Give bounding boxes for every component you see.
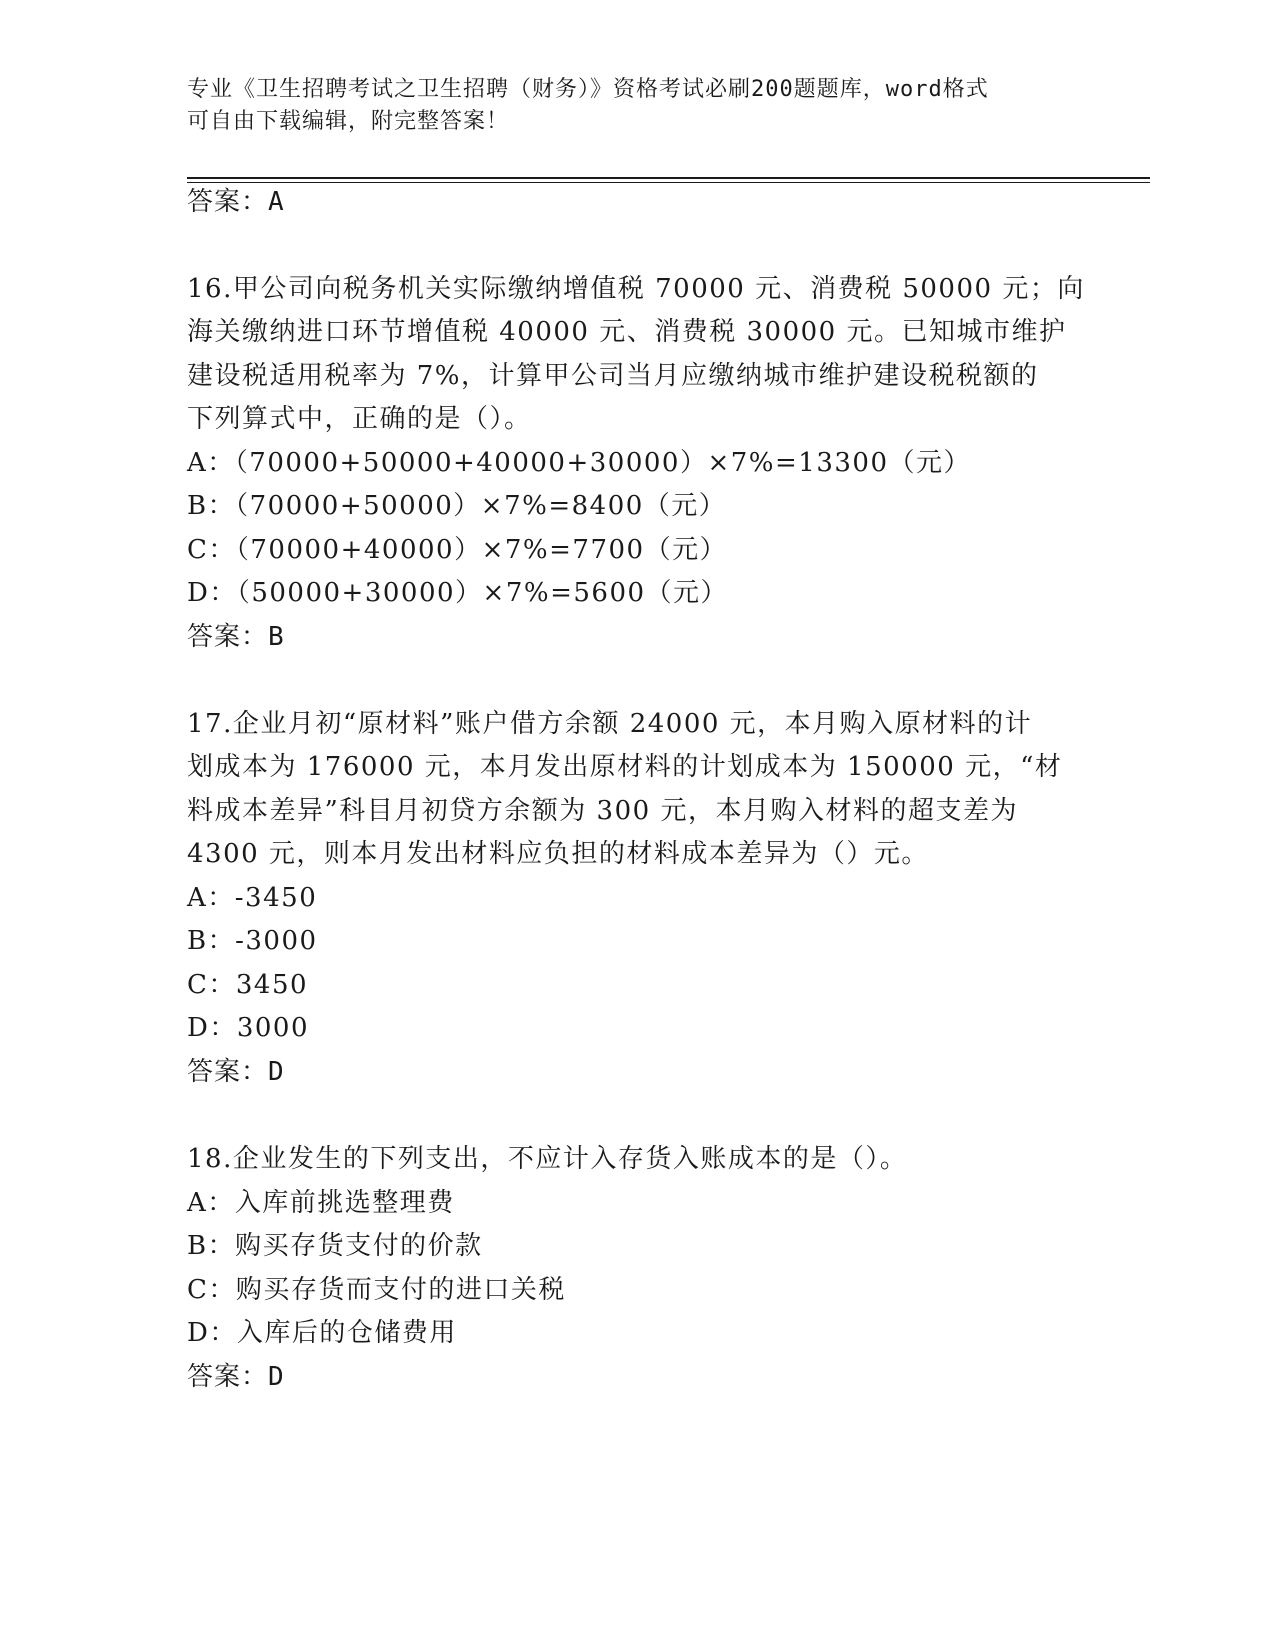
header-line-1: 专业《卫生招聘考试之卫生招聘（财务）》资格考试必刷200题题库，word格式 (187, 77, 989, 102)
question-16-option-d: D：（50000+30000）×7%=5600（元） (187, 578, 729, 608)
question-18-option-d: D：入库后的仓储费用 (187, 1318, 457, 1348)
question-17-line-4: 4300 元，则本月发出材料应负担的材料成本差异为（）元。 (187, 839, 929, 869)
question-16-line-3: 建设税适用税率为 7%，计算甲公司当月应缴纳城市维护建设税税额的 (187, 361, 1039, 391)
answer-15: 答案：A (187, 187, 285, 217)
question-17-answer: 答案：D (187, 1057, 285, 1087)
header-divider-thick (187, 177, 1150, 179)
question-17-line-3: 料成本差异”科目月初贷方余额为 300 元，本月购入材料的超支差为 (187, 796, 1018, 826)
document-header (187, 74, 1087, 138)
question-16-answer: 答案：B (187, 622, 285, 652)
question-18-option-b: B：购买存货支付的价款 (187, 1231, 483, 1261)
question-16-line-4: 下列算式中，正确的是（）。 (187, 404, 532, 434)
question-16-option-b: B：（70000+50000）×7%=8400（元） (187, 491, 727, 521)
question-17-line-2: 划成本为 176000 元，本月发出原材料的计划成本为 150000 元，“材 (187, 752, 1063, 782)
question-16-option-a: A：（70000+50000+40000+30000）×7%=13300（元） (187, 448, 971, 478)
question-17-option-b: B：-3000 (187, 926, 318, 956)
question-17-line-1: 17.企业月初“原材料”账户借方余额 24000 元，本月购入原材料的计 (187, 709, 1033, 739)
question-16-line-1: 16.甲公司向税务机关实际缴纳增值税 70000 元、消费税 50000 元；向 (187, 274, 1085, 304)
question-16-line-2: 海关缴纳进口环节增值税 40000 元、消费税 30000 元。已知城市维护 (187, 317, 1067, 347)
header-divider-thin (187, 182, 1150, 183)
header-line-2: 可自由下载编辑，附完整答案！ (187, 109, 510, 134)
question-16-option-c: C：（70000+40000）×7%=7700（元） (187, 535, 728, 565)
question-17-option-c: C：3450 (187, 970, 309, 1000)
question-18-option-c: C：购买存货而支付的进口关税 (187, 1275, 566, 1305)
question-18-answer: 答案：D (187, 1362, 285, 1392)
question-18-option-a: A：入库前挑选整理费 (187, 1188, 455, 1218)
question-17-option-d: D：3000 (187, 1013, 310, 1043)
question-17-option-a: A：-3450 (187, 883, 318, 913)
question-18-line-1: 18.企业发生的下列支出，不应计入存货入账成本的是（）。 (187, 1144, 908, 1174)
